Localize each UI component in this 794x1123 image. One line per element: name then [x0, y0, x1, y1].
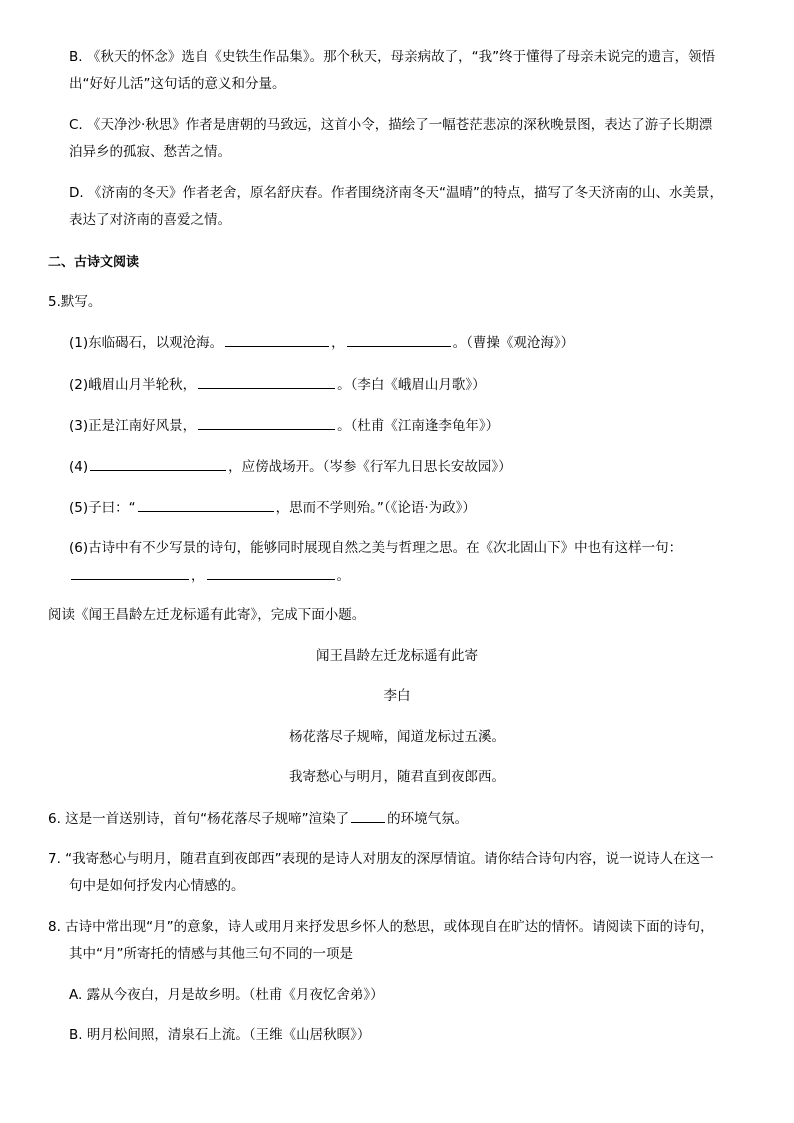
q5-stem: 5.默写。	[48, 294, 102, 310]
answer-blank[interactable]	[71, 565, 189, 580]
option-d-line1: D. 《济南的冬天》作者老舍，原名舒庆春。作者围绕济南冬天“温晴”的特点，描写了冬天济南的山、水美景，	[69, 185, 723, 201]
q5-item-1-post: 。（曹操《观沧海》）	[452, 335, 575, 351]
q7-line1: 7. “我寄愁心与明月，随君直到夜郎西”表现的是诗人对朋友的深厚情谊。请你结合诗句内容，说一说诗人在这一	[48, 851, 714, 867]
q5-item-5-post: ，思而不学则殆。”（《论语·为政》）	[275, 500, 476, 516]
q5-item-1-sep: ，	[331, 335, 345, 351]
option-c-line2: 泊异乡的孤寂、愁苦之情。	[69, 144, 231, 160]
q8-line2: 其中“月”所寄托的情感与其他三句不同的一项是	[69, 946, 353, 962]
q6-pre: 6. 这是一首送别诗，首句“杨花落尽子规啼”渲染了	[48, 811, 350, 827]
q8-option-b: B. 明月松间照，清泉石上流。（王维《山居秋暝》）	[69, 1027, 371, 1043]
answer-blank[interactable]	[351, 808, 385, 823]
q6	[48, 808, 468, 829]
poem-line-1: 杨花落尽子规啼，闻道龙标过五溪。	[289, 729, 505, 745]
q5-item-5-pre: (5)子曰：“	[69, 500, 136, 516]
q5-item-1	[69, 332, 574, 353]
q7-line2: 句中是如何抒发内心情感的。	[69, 878, 245, 894]
answer-blank[interactable]	[198, 374, 335, 389]
answer-blank[interactable]	[225, 332, 329, 347]
answer-blank[interactable]	[138, 497, 274, 512]
q8-option-a: A. 露从今夜白，月是故乡明。（杜甫《月夜忆舍弟》）	[69, 987, 384, 1003]
q5-item-2	[69, 374, 486, 395]
answer-blank[interactable]	[207, 565, 335, 580]
q6-post: 的环境气氛。	[387, 811, 469, 827]
q5-item-6-line2	[69, 565, 350, 586]
option-c-line1: C. 《天净沙·秋思》作者是唐朝的马致远，这首小令，描绘了一幅苍茫悲凉的深秋晚景图，表达了游子长期漂	[69, 117, 713, 133]
answer-blank[interactable]	[347, 332, 451, 347]
q5-item-6-line1: (6)古诗中有不少写景的诗句，能够同时展现自然之美与哲理之思。在《次北固山下》中也有这样一句：	[69, 540, 683, 556]
q5-item-3-post: 。（杜甫《江南逢李龟年》）	[337, 418, 500, 434]
poem-author: 李白	[383, 688, 411, 704]
q5-item-4-post: ，应傍战场开。（岑参《行军九日思长安故园》）	[228, 459, 512, 475]
q5-item-1-pre: (1)东临碣石，以观沧海。	[69, 335, 224, 351]
section-title: 二、古诗文阅读	[48, 255, 140, 270]
q5-item-6-sep: ，	[191, 568, 205, 584]
q5-item-2-post: 。（李白《峨眉山月歌》）	[337, 377, 486, 393]
poem-line-2: 我寄愁心与明月，随君直到夜郎西。	[289, 769, 505, 785]
option-d-line2: 表达了对济南的喜爱之情。	[69, 212, 231, 228]
answer-blank[interactable]	[90, 456, 226, 471]
option-b-line1: B. 《秋天的怀念》选自《史铁生作品集》。那个秋天，母亲病故了，“我”终于懂得了母亲未说完的遗言，领悟	[69, 49, 716, 65]
poem-title: 闻王昌龄左迁龙标遥有此寄	[316, 648, 478, 664]
reading-intro: 阅读《闻王昌龄左迁龙标遥有此寄》，完成下面小题。	[48, 607, 366, 623]
q5-item-3	[69, 415, 499, 436]
q5-item-4-pre: (4)	[69, 459, 89, 475]
q5-item-3-pre: (3)正是江南好风景，	[69, 418, 197, 434]
q8-line1: 8. 古诗中常出现“月”的意象，诗人或用月来抒发思乡怀人的愁思，或体现自在旷达的情怀。请阅读下面的诗句，	[48, 919, 714, 935]
q5-item-6-post: 。	[336, 568, 350, 584]
option-b-line2: 出“好好儿活”这句话的意义和分量。	[69, 76, 286, 92]
q5-item-4	[69, 456, 512, 477]
q5-item-2-pre: (2)峨眉山月半轮秋，	[69, 377, 197, 393]
q5-item-5	[69, 497, 476, 518]
answer-blank[interactable]	[198, 415, 335, 430]
